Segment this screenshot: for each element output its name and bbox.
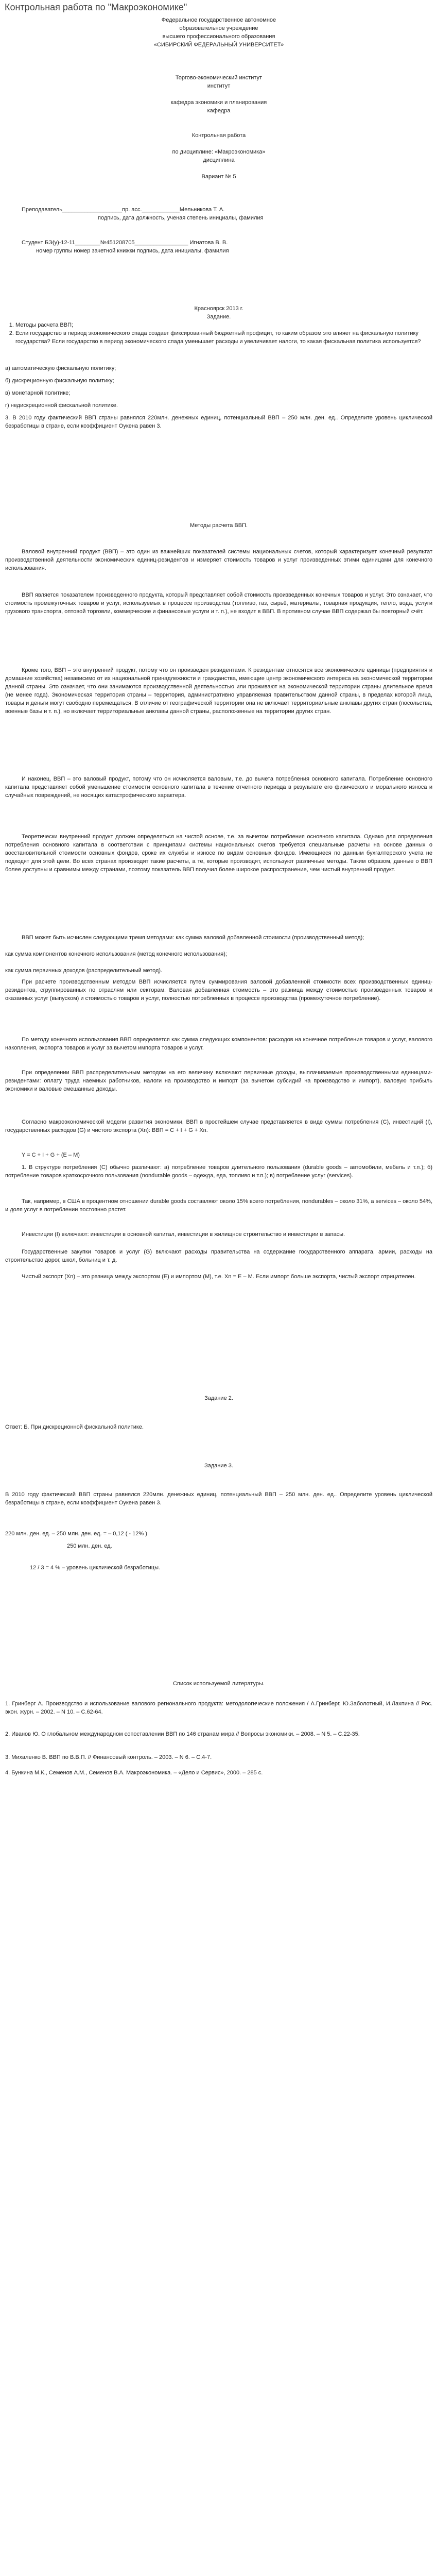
- institute-caption: институт: [207, 83, 231, 89]
- task3-problem: В 2010 году фактический ВВП страны равнялся 220млн. денежных единиц, потенциальный ВВП – 250 млн. ден. ед.. Определите уровень циклической безработицы в стране, если коэффициент Оукена равен 3.: [5, 1492, 432, 1506]
- section-paragraph: При расчете производственным методом ВВП исчисляется путем суммирования валовой добавленной стоимости всех производственных единиц-резидентов, сгруппированных по отраслям или секторам. Валовая добавленная стоимость – это разница между стоимостью произведенных товаров и оказанных услуг (выпуском) и стоимостью товаров и услуг, полностью потребленных в процессе производства (промежуточное потребление).: [5, 979, 432, 1002]
- section-paragraph: Инвестиции (I) включают: инвестиции в основной капитал, инвестиции в жилищное строительство и инвестиции в запасы.: [22, 1231, 345, 1238]
- task3-formula-numerator: 220 млн. ден. ед. – 250 млн. ден. ед. = – 0,12 ( - 12% ): [5, 1531, 147, 1537]
- references-title: Список используемой литературы.: [173, 1681, 265, 1687]
- student-caption: номер группы номер зачетной книжки подпись, дата инициалы, фамилия: [36, 248, 229, 254]
- task-option-c: в) монетарной политике;: [5, 390, 71, 396]
- teacher-caption: подпись, дата должность, ученая степень инициалы, фамилия: [98, 215, 264, 221]
- discipline-name: по дисциплине: «Макроэкономика»: [172, 149, 266, 155]
- reference-item: 2. Иванов Ю. О глобальном международном сопоставлении ВВП по 146 странам мира // Вопросы экономики. – 2008. – N 5. – С.22-35.: [5, 1731, 360, 1737]
- institute-name: Торгово-экономический институт: [175, 75, 263, 81]
- reference-item: 1. Гринберг А. Производство и использование валового регионального продукта: методологические положения / А.Гринберг, Ю.Заболотный, И.Лахпина // Рос. экон. журн. – 2002. – N 10. – С.62-64.: [5, 1701, 432, 1715]
- task2-heading: Задание 2.: [204, 1395, 233, 1401]
- section-paragraph: Теоретически внутренний продукт должен определяться на чистой основе, т.е. за вычетом потребления основного капитала. Однако для определения потребления основного капитала в соответствии с принципами системы национальных счетов требуется специальные расчеты на основе данных о восстановительной стоимости основных фондов, сроке их службы и износе по видам основных фондов. Имеющиеся по данным бухгалтерского учета не подходят для этой цели. Во всех странах производят такие расчеты, а те, которые производят, используют различные методы. Таким образом, данные о ВВП более доступны и сравнимы между странами, поэтому показатель ВВП получил более широкое распространение, чем чистый внутренний продукт.: [5, 834, 432, 873]
- department-name: кафедра экономики и планирования: [170, 99, 267, 106]
- task-heading: Задание.: [206, 314, 231, 320]
- university-name: «СИБИРСКИЙ ФЕДЕРАЛЬНЫЙ УНИВЕРСИТЕТ»: [153, 42, 284, 48]
- student-line: Студент БЭ(у)-12-11________№451208705_________________ Игнатова В. В.: [22, 240, 228, 246]
- department-caption: кафедра: [207, 108, 231, 114]
- page-title: Контрольная работа по "Макроэкономике": [5, 2, 187, 12]
- header-line-1: Федеральное государственное автономное: [161, 17, 276, 23]
- section-paragraph: Чистый экспорт (Xn) – это разница между экспортом (E) и импортом (M), т.е. Xn = E – M. Если импорт больше экспорта, чистый экспорт отрицателен.: [22, 1274, 416, 1280]
- task-option-b: б) дискреционную фискальную политику;: [5, 378, 114, 384]
- task-option-a: а) автоматическую фискальную политику;: [5, 365, 116, 371]
- section-paragraph: как сумма первичных доходов (распределительный метод).: [5, 968, 163, 974]
- task3-result: 12 / 3 = 4 % – уровень циклической безработицы.: [30, 1565, 161, 1571]
- reference-item: 4. Бункина М.К., Семенов А.М., Семенов В.А. Макроэкономика. – «Дело и Сервис», 2000. – 285 с.: [5, 1770, 263, 1776]
- section-paragraph: ВВП может быть исчислен следующими тремя методами: как сумма валовой добавленной стоимости (производственный метод);: [22, 935, 364, 941]
- task-item-2: 2. Если государство в период экономического спада создает фиксированный бюджетный профицит, то каким образом это влияет на фискальную политику государства? Если государство в период экономического спада уменьшает расходы и увеличивает налоги, то какая фискальная политика используется?: [15, 329, 436, 346]
- variant-number: Вариант № 5: [201, 174, 236, 180]
- reference-item: 3. Михаленко В. ВВП по В.В.П. // Финансовый контроль. – 2003. – N 6. – С.4-7.: [5, 1754, 212, 1760]
- work-type: Контрольная работа: [191, 132, 246, 139]
- section-paragraph: как сумма компонентов конечного использования (метод конечного использования);: [5, 951, 227, 957]
- section-formula: Y = C + I + G + (E – M): [22, 1152, 80, 1158]
- section-paragraph: Кроме того, ВВП – это внутренний продукт, потому что он произведен резидентами. К резидентам относятся все экономические единицы (предприятия и домашние хозяйства) независимо от их национальной принадлежности и гражданства, имеющие центр экономического интереса на экономической территории данной страны. Это означает, что они занимаются производственной деятельностью или проживают на экономической территории страны длительное время (не менее года). Экономическая территория страны – территория, административно управляемая правительством данной страны, в пределах которой лица, товары и деньги могут свободно перемещаться. В отличие от географической территории она не включает территориальные анклавы других стран (посольства, военные базы и т. п.), но включает территориальные анклавы данной страны, расположенные на территории других стран.: [5, 667, 432, 715]
- city-year: Красноярск 2013 г.: [194, 306, 243, 312]
- section-paragraph: ВВП является показателем произведенного продукта, который представляет собой стоимость произведенных конечных товаров и услуг. Это означает, что стоимость промежуточных товаров и услуг, используемых в процессе производства (топливо, газ, сырьё, материалы, товарная продукция, тепло, вода, услуги грузового транспорта, оптовой торговли, коммерческие и финансовые услуги и т. п.), не входит в ВВП. В противном случае ВВП содержал бы повторный счёт.: [5, 592, 432, 615]
- section-paragraph: По методу конечного использования ВВП определяется как сумма следующих компонентов: расходов на конечное потребление товаров и услуг, валового накопления, экспорта товаров и услуг за вычетом импорта товаров и услуг.: [5, 1037, 432, 1051]
- section-paragraph: Государственные закупки товаров и услуг (G) включают расходы правительства на содержание государственного аппарата, армии, расходы на строительство дорог, школ, больниц и т. д.: [5, 1249, 432, 1263]
- task-option-d: г) недискреционной фискальной политике.: [5, 402, 118, 409]
- teacher-line: Преподаватель___________________пр. асс.____________Мельникова Т. А.: [22, 207, 225, 213]
- task3-heading: Задание 3.: [204, 1463, 233, 1469]
- section-paragraph: При определении ВВП распределительным методом на его величину включают первичные доходы, выплачиваемые производственными единицами-резидентами: оплату труда наемных работников, налоги на производство и импорт (за вычетом субсидий на производство и импорт), валовую прибыль экономики и валовые смешанные доходы.: [5, 1070, 432, 1092]
- header-line-3: высшего профессионального образования: [162, 33, 275, 40]
- section-paragraph: 1. В структуре потребления (C) обычно различают: а) потребление товаров длительного пользования (durable goods – автомобили, мебель и т.п.); б) потребление товаров краткосрочного пользования (nondurable goods – одежда, еда, топливо и т.п.); в) потребление услуг (services).: [5, 1164, 432, 1179]
- discipline-caption: дисциплина: [203, 157, 235, 163]
- section-title: Методы расчета ВВП.: [189, 522, 248, 529]
- task2-answer: Ответ: Б. При дискреционной фискальной политике.: [5, 1424, 144, 1430]
- header-line-2: образовательное учреждение: [179, 25, 258, 31]
- section-paragraph: Согласно макроэкономической модели развития экономики, ВВП в простейшем случае представляется в виде суммы потребления (C), инвестиций (I), государственных расходов (G) и чистого экспорта (Xn): ВВП = C + I + G + Xn.: [5, 1119, 432, 1133]
- task-problem: 3. В 2010 году фактический ВВП страны равнялся 220млн. денежных единиц, потенциальный ВВП – 250 млн. ден. ед.. Определите уровень циклической безработицы в стране, если коэффициент Оукена равен 3.: [5, 415, 432, 429]
- section-paragraph: И наконец, ВВП – это валовый продукт, потому что он исчисляется валовым, т.е. до вычета потребления основного капитала. Потребление основного капитала представляет собой уменьшение стоимости основного капитала в течение отчетного периода в результате его физического и морального износа и случайных повреждений, не носящих катастрофического характера.: [5, 776, 432, 799]
- section-paragraph: Валовой внутренний продукт (ВВП) – это один из важнейших показателей системы национальных счетов, который характеризует конечный результат производственной деятельности экономических единиц-резидентов и измеряет стоимость товаров и услуг произведенных этими единицами для конечного использования.: [5, 549, 432, 571]
- task-list: [5, 321, 436, 346]
- section-paragraph: Так, например, в США в процентном отношении durable goods составляют около 15% всего потребления, nondurables – около 31%, а services – около 54%, и доля услуг в потреблении постоянно растет.: [5, 1198, 432, 1213]
- task-item-1: 1. Методы расчета ВВП;: [15, 321, 436, 329]
- task3-formula-denominator: 250 млн. ден. ед.: [67, 1543, 112, 1549]
